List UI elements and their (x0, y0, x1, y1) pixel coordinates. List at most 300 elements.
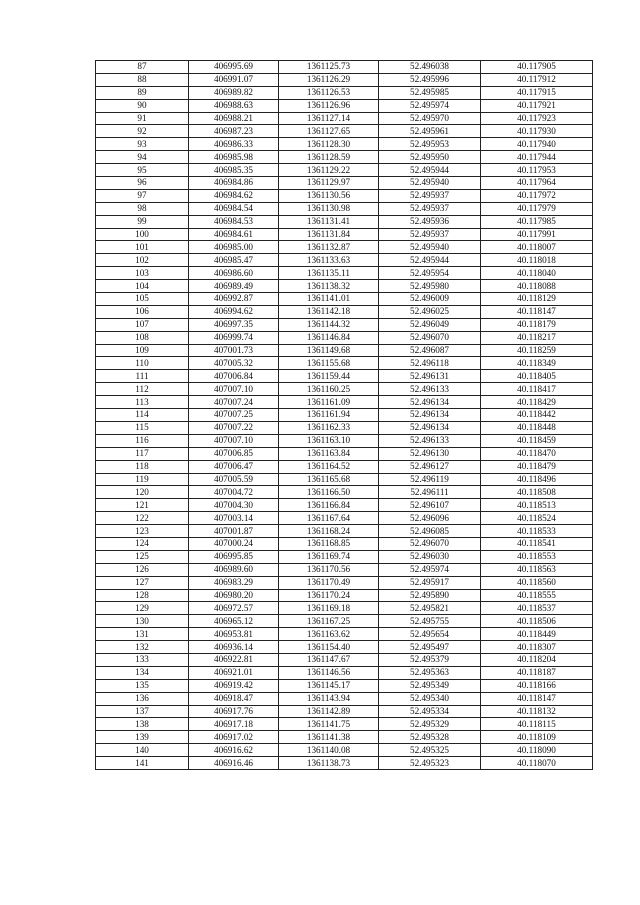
x-coordinate-cell: 407007.10 (189, 434, 279, 447)
latitude-cell: 52.495974 (379, 563, 481, 576)
latitude-cell: 52.496119 (379, 473, 481, 486)
latitude-cell: 52.495329 (379, 718, 481, 731)
point-number-cell: 116 (96, 434, 189, 447)
table-row (96, 318, 593, 331)
latitude-cell: 52.496107 (379, 499, 481, 512)
table-row (96, 447, 593, 460)
table-row (96, 486, 593, 499)
latitude-cell: 52.495890 (379, 589, 481, 602)
y-coordinate-cell: 1361126.53 (279, 86, 379, 99)
y-coordinate-cell: 1361147.67 (279, 653, 379, 666)
latitude-cell: 52.496009 (379, 293, 481, 306)
point-number-cell: 92 (96, 125, 189, 138)
point-number-cell: 94 (96, 151, 189, 164)
y-coordinate-cell: 1361146.56 (279, 666, 379, 679)
y-coordinate-cell: 1361141.38 (279, 731, 379, 744)
table-row (96, 138, 593, 151)
latitude-cell: 52.495937 (379, 202, 481, 215)
y-coordinate-cell: 1361129.97 (279, 177, 379, 190)
y-coordinate-cell: 1361166.84 (279, 499, 379, 512)
x-coordinate-cell: 406984.53 (189, 215, 279, 228)
x-coordinate-cell: 406972.57 (189, 602, 279, 615)
latitude-cell: 52.496134 (379, 421, 481, 434)
latitude-cell: 52.495940 (379, 241, 481, 254)
x-coordinate-cell: 406989.82 (189, 86, 279, 99)
latitude-cell: 52.495821 (379, 602, 481, 615)
point-number-cell: 105 (96, 293, 189, 306)
longitude-cell: 40.118508 (481, 486, 593, 499)
table-row (96, 164, 593, 177)
x-coordinate-cell: 406997.35 (189, 318, 279, 331)
latitude-cell: 52.496025 (379, 305, 481, 318)
y-coordinate-cell: 1361168.24 (279, 525, 379, 538)
table-row (96, 86, 593, 99)
point-number-cell: 135 (96, 679, 189, 692)
longitude-cell: 40.117905 (481, 61, 593, 74)
longitude-cell: 40.118307 (481, 641, 593, 654)
table-row (96, 589, 593, 602)
latitude-cell: 52.495974 (379, 99, 481, 112)
point-number-cell: 138 (96, 718, 189, 731)
table-row (96, 370, 593, 383)
x-coordinate-cell: 406989.60 (189, 563, 279, 576)
latitude-cell: 52.496038 (379, 61, 481, 74)
y-coordinate-cell: 1361140.08 (279, 744, 379, 757)
x-coordinate-cell: 406984.54 (189, 202, 279, 215)
point-number-cell: 104 (96, 280, 189, 293)
x-coordinate-cell: 407005.32 (189, 357, 279, 370)
longitude-cell: 40.117979 (481, 202, 593, 215)
table-row (96, 641, 593, 654)
point-number-cell: 90 (96, 99, 189, 112)
point-number-cell: 115 (96, 421, 189, 434)
latitude-cell: 52.496130 (379, 447, 481, 460)
latitude-cell: 52.495985 (379, 86, 481, 99)
x-coordinate-cell: 406986.33 (189, 138, 279, 151)
table-row (96, 563, 593, 576)
point-number-cell: 132 (96, 641, 189, 654)
y-coordinate-cell: 1361133.63 (279, 254, 379, 267)
x-coordinate-cell: 406922.81 (189, 653, 279, 666)
point-number-cell: 101 (96, 241, 189, 254)
longitude-cell: 40.117923 (481, 112, 593, 125)
longitude-cell: 40.118429 (481, 396, 593, 409)
table-row (96, 666, 593, 679)
longitude-cell: 40.118179 (481, 318, 593, 331)
table-row (96, 602, 593, 615)
point-number-cell: 113 (96, 396, 189, 409)
longitude-cell: 40.118513 (481, 499, 593, 512)
y-coordinate-cell: 1361128.59 (279, 151, 379, 164)
longitude-cell: 40.117972 (481, 189, 593, 202)
x-coordinate-cell: 407001.73 (189, 344, 279, 357)
x-coordinate-cell: 406985.98 (189, 151, 279, 164)
point-number-cell: 128 (96, 589, 189, 602)
latitude-cell: 52.496133 (379, 434, 481, 447)
longitude-cell: 40.118417 (481, 383, 593, 396)
point-number-cell: 134 (96, 666, 189, 679)
x-coordinate-cell: 406919.42 (189, 679, 279, 692)
x-coordinate-cell: 407006.84 (189, 370, 279, 383)
y-coordinate-cell: 1361128.30 (279, 138, 379, 151)
longitude-cell: 40.118259 (481, 344, 593, 357)
latitude-cell: 52.495996 (379, 73, 481, 86)
table-row (96, 499, 593, 512)
table-row (96, 628, 593, 641)
longitude-cell: 40.118132 (481, 705, 593, 718)
longitude-cell: 40.118109 (481, 731, 593, 744)
longitude-cell: 40.118555 (481, 589, 593, 602)
y-coordinate-cell: 1361144.32 (279, 318, 379, 331)
longitude-cell: 40.118533 (481, 525, 593, 538)
table-row (96, 692, 593, 705)
longitude-cell: 40.117912 (481, 73, 593, 86)
x-coordinate-cell: 406921.01 (189, 666, 279, 679)
point-number-cell: 95 (96, 164, 189, 177)
y-coordinate-cell: 1361149.68 (279, 344, 379, 357)
x-coordinate-cell: 406917.18 (189, 718, 279, 731)
latitude-cell: 52.495961 (379, 125, 481, 138)
latitude-cell: 52.495334 (379, 705, 481, 718)
x-coordinate-cell: 406989.49 (189, 280, 279, 293)
point-number-cell: 118 (96, 460, 189, 473)
latitude-cell: 52.496049 (379, 318, 481, 331)
table-row (96, 305, 593, 318)
longitude-cell: 40.117953 (481, 164, 593, 177)
x-coordinate-cell: 406994.62 (189, 305, 279, 318)
table-row (96, 331, 593, 344)
y-coordinate-cell: 1361135.11 (279, 267, 379, 280)
table-row (96, 228, 593, 241)
latitude-cell: 52.495970 (379, 112, 481, 125)
x-coordinate-cell: 406985.00 (189, 241, 279, 254)
point-number-cell: 106 (96, 305, 189, 318)
point-number-cell: 112 (96, 383, 189, 396)
point-number-cell: 125 (96, 550, 189, 563)
point-number-cell: 120 (96, 486, 189, 499)
x-coordinate-cell: 406980.20 (189, 589, 279, 602)
y-coordinate-cell: 1361163.10 (279, 434, 379, 447)
x-coordinate-cell: 406986.60 (189, 267, 279, 280)
table-row (96, 189, 593, 202)
y-coordinate-cell: 1361154.40 (279, 641, 379, 654)
longitude-cell: 40.118537 (481, 602, 593, 615)
table-row (96, 460, 593, 473)
x-coordinate-cell: 407000.24 (189, 537, 279, 550)
point-number-cell: 96 (96, 177, 189, 190)
table-row (96, 73, 593, 86)
x-coordinate-cell: 407007.25 (189, 409, 279, 422)
table-row (96, 537, 593, 550)
x-coordinate-cell: 406991.07 (189, 73, 279, 86)
x-coordinate-cell: 406995.69 (189, 61, 279, 74)
longitude-cell: 40.117921 (481, 99, 593, 112)
table-row (96, 744, 593, 757)
y-coordinate-cell: 1361138.32 (279, 280, 379, 293)
longitude-cell: 40.118506 (481, 615, 593, 628)
longitude-cell: 40.118088 (481, 280, 593, 293)
longitude-cell: 40.118187 (481, 666, 593, 679)
y-coordinate-cell: 1361129.22 (279, 164, 379, 177)
longitude-cell: 40.117985 (481, 215, 593, 228)
latitude-cell: 52.495937 (379, 228, 481, 241)
longitude-cell: 40.117944 (481, 151, 593, 164)
x-coordinate-cell: 406988.21 (189, 112, 279, 125)
latitude-cell: 52.496096 (379, 512, 481, 525)
longitude-cell: 40.118470 (481, 447, 593, 460)
latitude-cell: 52.496070 (379, 331, 481, 344)
y-coordinate-cell: 1361169.18 (279, 602, 379, 615)
x-coordinate-cell: 406987.23 (189, 125, 279, 138)
y-coordinate-cell: 1361163.84 (279, 447, 379, 460)
longitude-cell: 40.118448 (481, 421, 593, 434)
point-number-cell: 119 (96, 473, 189, 486)
latitude-cell: 52.496087 (379, 344, 481, 357)
latitude-cell: 52.496111 (379, 486, 481, 499)
y-coordinate-cell: 1361138.73 (279, 757, 379, 770)
point-number-cell: 121 (96, 499, 189, 512)
point-number-cell: 130 (96, 615, 189, 628)
table-row (96, 151, 593, 164)
y-coordinate-cell: 1361160.25 (279, 383, 379, 396)
y-coordinate-cell: 1361130.98 (279, 202, 379, 215)
point-number-cell: 133 (96, 653, 189, 666)
y-coordinate-cell: 1361145.17 (279, 679, 379, 692)
latitude-cell: 52.496070 (379, 537, 481, 550)
x-coordinate-cell: 407007.24 (189, 396, 279, 409)
latitude-cell: 52.495950 (379, 151, 481, 164)
x-coordinate-cell: 406916.46 (189, 757, 279, 770)
table-row (96, 383, 593, 396)
latitude-cell: 52.496085 (379, 525, 481, 538)
longitude-cell: 40.118166 (481, 679, 593, 692)
table-row (96, 202, 593, 215)
x-coordinate-cell: 407007.22 (189, 421, 279, 434)
point-number-cell: 88 (96, 73, 189, 86)
x-coordinate-cell: 406917.76 (189, 705, 279, 718)
longitude-cell: 40.117930 (481, 125, 593, 138)
point-number-cell: 141 (96, 757, 189, 770)
table-row (96, 731, 593, 744)
latitude-cell: 52.496133 (379, 383, 481, 396)
longitude-cell: 40.118449 (481, 628, 593, 641)
x-coordinate-cell: 406916.62 (189, 744, 279, 757)
point-number-cell: 136 (96, 692, 189, 705)
y-coordinate-cell: 1361142.18 (279, 305, 379, 318)
longitude-cell: 40.118040 (481, 267, 593, 280)
latitude-cell: 52.496134 (379, 396, 481, 409)
point-number-cell: 103 (96, 267, 189, 280)
longitude-cell: 40.118129 (481, 293, 593, 306)
latitude-cell: 52.495340 (379, 692, 481, 705)
table-row (96, 421, 593, 434)
table-row (96, 215, 593, 228)
y-coordinate-cell: 1361161.94 (279, 409, 379, 422)
latitude-cell: 52.495328 (379, 731, 481, 744)
longitude-cell: 40.118115 (481, 718, 593, 731)
longitude-cell: 40.118553 (481, 550, 593, 563)
point-number-cell: 140 (96, 744, 189, 757)
longitude-cell: 40.118442 (481, 409, 593, 422)
longitude-cell: 40.118147 (481, 305, 593, 318)
latitude-cell: 52.496134 (379, 409, 481, 422)
longitude-cell: 40.117964 (481, 177, 593, 190)
y-coordinate-cell: 1361125.73 (279, 61, 379, 74)
x-coordinate-cell: 407007.10 (189, 383, 279, 396)
point-number-cell: 102 (96, 254, 189, 267)
x-coordinate-cell: 406988.63 (189, 99, 279, 112)
table-row (96, 434, 593, 447)
longitude-cell: 40.118496 (481, 473, 593, 486)
point-number-cell: 108 (96, 331, 189, 344)
x-coordinate-cell: 406984.62 (189, 189, 279, 202)
point-number-cell: 87 (96, 61, 189, 74)
longitude-cell: 40.118405 (481, 370, 593, 383)
latitude-cell: 52.496118 (379, 357, 481, 370)
x-coordinate-cell: 406984.86 (189, 177, 279, 190)
longitude-cell: 40.118090 (481, 744, 593, 757)
longitude-cell: 40.118147 (481, 692, 593, 705)
x-coordinate-cell: 406917.02 (189, 731, 279, 744)
latitude-cell: 52.495917 (379, 576, 481, 589)
table-row (96, 653, 593, 666)
x-coordinate-cell: 406983.29 (189, 576, 279, 589)
longitude-cell: 40.118217 (481, 331, 593, 344)
table-row (96, 615, 593, 628)
point-number-cell: 91 (96, 112, 189, 125)
y-coordinate-cell: 1361159.44 (279, 370, 379, 383)
latitude-cell: 52.495755 (379, 615, 481, 628)
longitude-cell: 40.118459 (481, 434, 593, 447)
point-number-cell: 99 (96, 215, 189, 228)
longitude-cell: 40.118070 (481, 757, 593, 770)
table-row (96, 396, 593, 409)
latitude-cell: 52.495936 (379, 215, 481, 228)
table-row (96, 512, 593, 525)
longitude-cell: 40.118349 (481, 357, 593, 370)
y-coordinate-cell: 1361127.65 (279, 125, 379, 138)
coordinates-table (95, 60, 593, 770)
y-coordinate-cell: 1361126.29 (279, 73, 379, 86)
y-coordinate-cell: 1361132.87 (279, 241, 379, 254)
latitude-cell: 52.495980 (379, 280, 481, 293)
latitude-cell: 52.495363 (379, 666, 481, 679)
y-coordinate-cell: 1361141.75 (279, 718, 379, 731)
table-row (96, 705, 593, 718)
point-number-cell: 100 (96, 228, 189, 241)
x-coordinate-cell: 406985.35 (189, 164, 279, 177)
x-coordinate-cell: 407003.14 (189, 512, 279, 525)
longitude-cell: 40.118204 (481, 653, 593, 666)
latitude-cell: 52.495944 (379, 254, 481, 267)
table-row (96, 757, 593, 770)
point-number-cell: 117 (96, 447, 189, 460)
table-row (96, 473, 593, 486)
y-coordinate-cell: 1361163.62 (279, 628, 379, 641)
point-number-cell: 114 (96, 409, 189, 422)
x-coordinate-cell: 406953.81 (189, 628, 279, 641)
point-number-cell: 129 (96, 602, 189, 615)
longitude-cell: 40.118560 (481, 576, 593, 589)
y-coordinate-cell: 1361130.56 (279, 189, 379, 202)
x-coordinate-cell: 406992.87 (189, 293, 279, 306)
point-number-cell: 89 (96, 86, 189, 99)
x-coordinate-cell: 406936.14 (189, 641, 279, 654)
y-coordinate-cell: 1361162.33 (279, 421, 379, 434)
latitude-cell: 52.495497 (379, 641, 481, 654)
latitude-cell: 52.495954 (379, 267, 481, 280)
latitude-cell: 52.496131 (379, 370, 481, 383)
x-coordinate-cell: 407004.30 (189, 499, 279, 512)
x-coordinate-cell: 406985.47 (189, 254, 279, 267)
longitude-cell: 40.118007 (481, 241, 593, 254)
y-coordinate-cell: 1361166.50 (279, 486, 379, 499)
latitude-cell: 52.495940 (379, 177, 481, 190)
coordinates-table-body (96, 61, 593, 770)
point-number-cell: 111 (96, 370, 189, 383)
x-coordinate-cell: 407004.72 (189, 486, 279, 499)
point-number-cell: 122 (96, 512, 189, 525)
point-number-cell: 93 (96, 138, 189, 151)
x-coordinate-cell: 407005.59 (189, 473, 279, 486)
y-coordinate-cell: 1361170.56 (279, 563, 379, 576)
longitude-cell: 40.118541 (481, 537, 593, 550)
point-number-cell: 126 (96, 563, 189, 576)
y-coordinate-cell: 1361161.09 (279, 396, 379, 409)
y-coordinate-cell: 1361127.14 (279, 112, 379, 125)
point-number-cell: 107 (96, 318, 189, 331)
y-coordinate-cell: 1361131.84 (279, 228, 379, 241)
point-number-cell: 97 (96, 189, 189, 202)
table-row (96, 125, 593, 138)
y-coordinate-cell: 1361131.41 (279, 215, 379, 228)
y-coordinate-cell: 1361168.85 (279, 537, 379, 550)
y-coordinate-cell: 1361170.24 (279, 589, 379, 602)
table-row (96, 718, 593, 731)
latitude-cell: 52.495654 (379, 628, 481, 641)
x-coordinate-cell: 407001.87 (189, 525, 279, 538)
latitude-cell: 52.496030 (379, 550, 481, 563)
point-number-cell: 98 (96, 202, 189, 215)
longitude-cell: 40.117991 (481, 228, 593, 241)
table-row (96, 280, 593, 293)
latitude-cell: 52.495944 (379, 164, 481, 177)
y-coordinate-cell: 1361143.94 (279, 692, 379, 705)
y-coordinate-cell: 1361146.84 (279, 331, 379, 344)
point-number-cell: 131 (96, 628, 189, 641)
longitude-cell: 40.118524 (481, 512, 593, 525)
y-coordinate-cell: 1361170.49 (279, 576, 379, 589)
longitude-cell: 40.118018 (481, 254, 593, 267)
point-number-cell: 110 (96, 357, 189, 370)
y-coordinate-cell: 1361126.96 (279, 99, 379, 112)
y-coordinate-cell: 1361169.74 (279, 550, 379, 563)
table-row (96, 357, 593, 370)
table-row (96, 550, 593, 563)
point-number-cell: 123 (96, 525, 189, 538)
longitude-cell: 40.117915 (481, 86, 593, 99)
y-coordinate-cell: 1361155.68 (279, 357, 379, 370)
y-coordinate-cell: 1361167.25 (279, 615, 379, 628)
table-row (96, 576, 593, 589)
table-row (96, 99, 593, 112)
x-coordinate-cell: 407006.47 (189, 460, 279, 473)
latitude-cell: 52.495379 (379, 653, 481, 666)
table-row (96, 267, 593, 280)
latitude-cell: 52.495953 (379, 138, 481, 151)
point-number-cell: 139 (96, 731, 189, 744)
point-number-cell: 109 (96, 344, 189, 357)
